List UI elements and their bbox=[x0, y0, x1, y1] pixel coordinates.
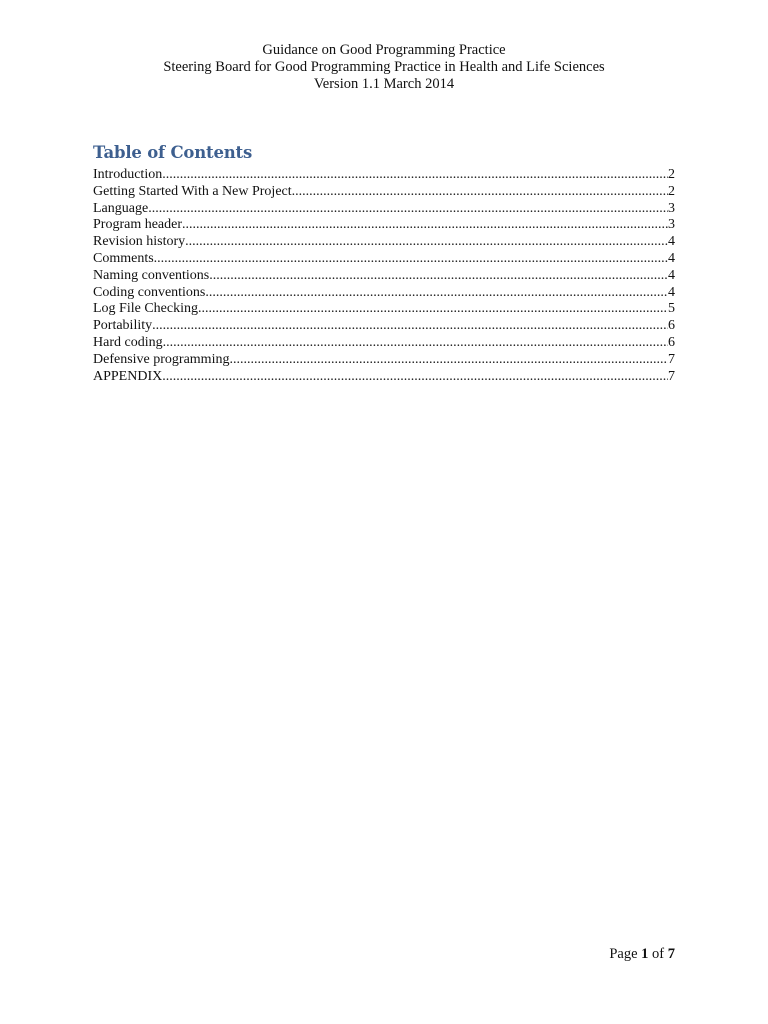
toc-entry-label: Comments bbox=[93, 250, 154, 266]
toc-entry-language[interactable] bbox=[93, 201, 675, 218]
toc-entry-label: Coding conventions bbox=[93, 284, 206, 300]
page-footer bbox=[609, 946, 675, 963]
toc-entry-defensive-programming[interactable] bbox=[93, 352, 675, 369]
toc-dot-leader bbox=[163, 335, 668, 352]
toc-dot-leader bbox=[209, 268, 668, 285]
toc-dot-leader bbox=[182, 217, 668, 234]
toc-entry-page: 4 bbox=[668, 234, 675, 250]
toc-entry-page: 4 bbox=[668, 284, 675, 300]
toc-entry-coding-conventions[interactable] bbox=[93, 285, 675, 302]
toc-entry-appendix[interactable] bbox=[93, 369, 675, 386]
toc-entry-log-file-checking[interactable] bbox=[93, 301, 675, 318]
toc-entry-page: 7 bbox=[668, 351, 675, 367]
toc-entry-page: 7 bbox=[668, 368, 675, 384]
toc-dot-leader bbox=[292, 184, 668, 201]
toc-dot-leader bbox=[152, 318, 668, 335]
toc-entry-portability[interactable] bbox=[93, 318, 675, 335]
footer-total-pages: 7 bbox=[667, 946, 675, 962]
toc-entry-label: Defensive programming bbox=[93, 351, 230, 367]
toc-entry-getting-started[interactable] bbox=[93, 184, 675, 201]
footer-page-word: Page bbox=[609, 946, 638, 962]
toc-entry-comments[interactable] bbox=[93, 251, 675, 268]
toc-entry-hard-coding[interactable] bbox=[93, 335, 675, 352]
toc-dot-leader bbox=[148, 201, 668, 218]
footer-current-page: 1 bbox=[641, 946, 649, 962]
toc-entry-label: Program header bbox=[93, 217, 183, 233]
toc-entry-introduction[interactable] bbox=[93, 167, 675, 184]
document-organization: Steering Board for Good Programming Practice in Health and Life Sciences bbox=[163, 59, 605, 75]
footer-of-word: of bbox=[652, 946, 665, 962]
toc-dot-leader bbox=[185, 234, 668, 251]
document-header bbox=[0, 42, 768, 93]
toc-entry-label: Revision history bbox=[93, 234, 186, 250]
toc-entry-label: Language bbox=[93, 200, 149, 216]
toc-entry-page: 4 bbox=[668, 267, 675, 283]
toc-entry-label: Introduction bbox=[93, 167, 163, 182]
toc-entry-page: 2 bbox=[668, 183, 675, 199]
toc-entry-page: 6 bbox=[668, 334, 675, 350]
toc-dot-leader bbox=[162, 369, 668, 386]
toc-dot-leader bbox=[205, 285, 668, 302]
toc-entry-program-header[interactable] bbox=[93, 217, 675, 234]
toc-dot-leader bbox=[154, 251, 668, 268]
toc-entry-page: 5 bbox=[668, 301, 675, 317]
toc-entry-page: 3 bbox=[668, 217, 675, 233]
toc-dot-leader bbox=[229, 352, 668, 369]
document-version: Version 1.1 March 2014 bbox=[313, 76, 455, 92]
toc-entry-label: APPENDIX bbox=[93, 368, 163, 384]
toc-entry-page: 6 bbox=[668, 318, 675, 334]
toc-entry-page: 3 bbox=[668, 200, 675, 216]
toc-entry-label: Portability bbox=[93, 318, 153, 334]
toc-dot-leader bbox=[198, 301, 668, 318]
document-title: Guidance on Good Programming Practice bbox=[262, 42, 506, 58]
table-of-contents bbox=[93, 167, 675, 385]
toc-entry-naming-conventions[interactable] bbox=[93, 268, 675, 285]
toc-heading: Table of Contents bbox=[93, 143, 253, 162]
toc-entry-revision-history[interactable] bbox=[93, 234, 675, 251]
toc-entry-label: Getting Started With a New Project bbox=[93, 183, 292, 199]
toc-entry-label: Hard coding bbox=[93, 334, 163, 350]
toc-entry-label: Naming conventions bbox=[93, 267, 210, 283]
toc-entry-label: Log File Checking bbox=[93, 301, 198, 317]
toc-dot-leader bbox=[162, 167, 668, 184]
toc-entry-page: 4 bbox=[668, 250, 675, 266]
toc-entry-page: 2 bbox=[668, 167, 675, 182]
